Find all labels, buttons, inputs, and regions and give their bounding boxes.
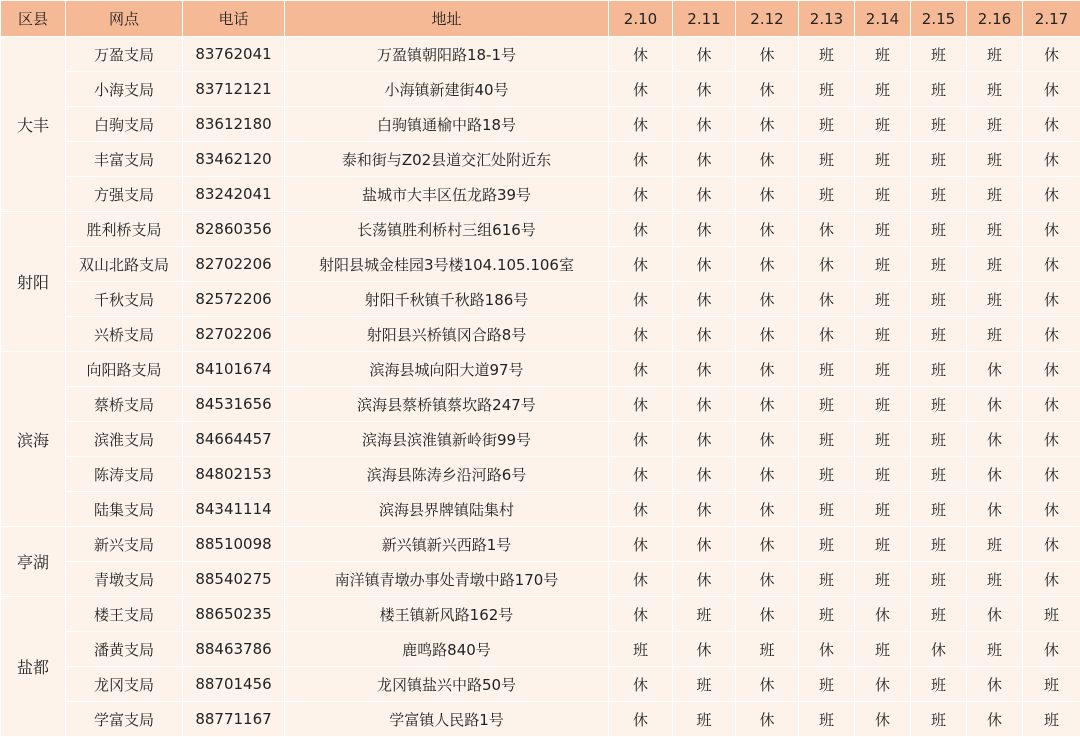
schedule-cell: 休 [736,387,799,422]
branch-cell: 蔡桥支局 [66,387,183,422]
schedule-cell: 休 [736,72,799,107]
schedule-cell: 班 [673,667,736,702]
schedule-cell: 班 [911,562,967,597]
district-cell: 大丰 [1,37,66,212]
header-date: 2.13 [799,1,855,37]
phone-cell: 84341114 [183,492,285,527]
schedule-cell: 休 [609,352,673,387]
schedule-cell: 班 [855,247,911,282]
schedule-cell: 休 [673,562,736,597]
schedule-cell: 班 [911,37,967,72]
schedule-cell: 班 [855,492,911,527]
schedule-cell: 班 [673,597,736,632]
address-cell: 滨海县滨淮镇新岭街99号 [285,422,609,457]
schedule-cell: 班 [855,527,911,562]
schedule-cell: 休 [967,667,1023,702]
schedule-cell: 休 [1023,142,1080,177]
schedule-cell: 班 [911,387,967,422]
table-row [1,177,1080,212]
table-row [1,562,1080,597]
schedule-cell: 班 [855,632,911,667]
schedule-cell: 班 [911,317,967,352]
header-date: 2.17 [1023,1,1080,37]
branch-cell: 双山北路支局 [66,247,183,282]
branch-cell: 向阳路支局 [66,352,183,387]
branch-cell: 方强支局 [66,177,183,212]
schedule-cell: 休 [736,37,799,72]
branch-cell: 丰富支局 [66,142,183,177]
phone-cell: 88701456 [183,667,285,702]
address-cell: 鹿鸣路840号 [285,632,609,667]
schedule-cell: 休 [609,282,673,317]
phone-cell: 88771167 [183,702,285,737]
phone-cell: 83462120 [183,142,285,177]
schedule-cell: 班 [967,632,1023,667]
schedule-cell: 休 [673,527,736,562]
schedule-cell: 班 [855,72,911,107]
schedule-cell: 休 [967,387,1023,422]
address-cell: 龙冈镇盐兴中路50号 [285,667,609,702]
table-row [1,107,1080,142]
schedule-cell: 休 [736,667,799,702]
schedule-cell: 休 [967,352,1023,387]
schedule-cell: 休 [1023,387,1080,422]
phone-cell: 82702206 [183,247,285,282]
schedule-cell: 班 [799,422,855,457]
schedule-cell: 休 [673,282,736,317]
schedule-cell: 休 [967,457,1023,492]
schedule-cell: 班 [1023,597,1080,632]
schedule-cell: 休 [609,387,673,422]
address-cell: 楼王镇新风路162号 [285,597,609,632]
schedule-cell: 休 [1023,247,1080,282]
schedule-cell: 班 [967,562,1023,597]
header-date: 2.10 [609,1,673,37]
schedule-cell: 班 [799,142,855,177]
schedule-cell: 班 [799,562,855,597]
schedule-cell: 休 [1023,282,1080,317]
schedule-cell: 休 [736,177,799,212]
branch-cell: 兴桥支局 [66,317,183,352]
schedule-cell: 休 [736,492,799,527]
schedule-cell: 班 [855,317,911,352]
schedule-cell: 休 [1023,527,1080,562]
header-phone: 电话 [183,1,285,37]
schedule-cell: 休 [799,317,855,352]
schedule-cell: 休 [609,457,673,492]
schedule-cell: 休 [609,72,673,107]
schedule-cell: 班 [799,177,855,212]
schedule-cell: 休 [736,142,799,177]
header-address: 地址 [285,1,609,37]
schedule-cell: 班 [855,37,911,72]
schedule-cell: 休 [609,247,673,282]
schedule-cell: 休 [736,702,799,737]
branch-cell: 白驹支局 [66,107,183,142]
schedule-cell: 休 [736,562,799,597]
address-cell: 滨海县陈涛乡沿河路6号 [285,457,609,492]
schedule-cell: 班 [967,37,1023,72]
schedule-cell: 班 [855,352,911,387]
address-cell: 学富镇人民路1号 [285,702,609,737]
schedule-cell: 班 [855,387,911,422]
schedule-cell: 休 [736,457,799,492]
schedule-cell: 休 [799,632,855,667]
schedule-cell: 休 [609,177,673,212]
schedule-cell: 班 [799,667,855,702]
branch-cell: 千秋支局 [66,282,183,317]
branch-cell: 陆集支局 [66,492,183,527]
schedule-cell: 休 [1023,562,1080,597]
table-row [1,457,1080,492]
table-row [1,632,1080,667]
phone-cell: 88540275 [183,562,285,597]
header-district: 区县 [1,1,66,37]
district-cell: 盐都 [1,597,66,737]
address-cell: 滨海县城向阳大道97号 [285,352,609,387]
address-cell: 滨海县界牌镇陆集村 [285,492,609,527]
schedule-cell: 休 [609,702,673,737]
phone-cell: 83762041 [183,37,285,72]
phone-cell: 88650235 [183,597,285,632]
phone-cell: 83612180 [183,107,285,142]
branch-cell: 万盈支局 [66,37,183,72]
schedule-cell: 休 [609,212,673,247]
schedule-cell: 班 [911,352,967,387]
address-cell: 新兴镇新兴西路1号 [285,527,609,562]
schedule-cell: 班 [911,527,967,562]
schedule-cell: 休 [609,142,673,177]
schedule-cell: 班 [967,107,1023,142]
table-row [1,422,1080,457]
schedule-cell: 班 [967,282,1023,317]
schedule-cell: 班 [911,667,967,702]
schedule-cell: 班 [799,457,855,492]
schedule-cell: 休 [673,457,736,492]
schedule-cell: 班 [799,72,855,107]
schedule-cell: 班 [967,212,1023,247]
schedule-cell: 班 [799,702,855,737]
schedule-cell: 休 [799,247,855,282]
schedule-cell: 休 [609,597,673,632]
header-date: 2.12 [736,1,799,37]
header-date: 2.16 [967,1,1023,37]
table-row [1,142,1080,177]
table-body [1,37,1080,737]
table-row [1,667,1080,702]
schedule-cell: 休 [1023,422,1080,457]
schedule-cell: 班 [911,247,967,282]
schedule-cell: 休 [967,597,1023,632]
phone-cell: 84802153 [183,457,285,492]
schedule-cell: 班 [967,142,1023,177]
schedule-cell: 班 [967,72,1023,107]
schedule-cell: 班 [911,702,967,737]
schedule-cell: 班 [673,702,736,737]
schedule-cell: 休 [609,107,673,142]
schedule-cell: 班 [855,177,911,212]
schedule-cell: 班 [1023,702,1080,737]
schedule-cell: 班 [967,247,1023,282]
district-cell: 亭湖 [1,527,66,597]
branch-cell: 滨淮支局 [66,422,183,457]
schedule-cell: 班 [911,212,967,247]
schedule-cell: 休 [673,492,736,527]
schedule-cell: 班 [736,632,799,667]
schedule-cell: 休 [911,632,967,667]
header-branch: 网点 [66,1,183,37]
table-row [1,492,1080,527]
schedule-cell: 班 [609,632,673,667]
schedule-cell: 休 [855,702,911,737]
schedule-cell: 休 [736,422,799,457]
table-row [1,597,1080,632]
schedule-cell: 班 [855,422,911,457]
branch-cell: 潘黄支局 [66,632,183,667]
table-row [1,387,1080,422]
schedule-cell: 班 [911,72,967,107]
schedule-cell: 休 [673,72,736,107]
header-date: 2.15 [911,1,967,37]
schedule-cell: 休 [1023,317,1080,352]
schedule-cell: 休 [609,37,673,72]
schedule-cell: 休 [967,702,1023,737]
branch-cell: 陈涛支局 [66,457,183,492]
schedule-cell: 班 [855,107,911,142]
branch-cell: 新兴支局 [66,527,183,562]
schedule-cell: 班 [911,457,967,492]
schedule-cell: 休 [1023,177,1080,212]
schedule-cell: 班 [911,282,967,317]
header-row [1,1,1080,37]
phone-cell: 82572206 [183,282,285,317]
table-row [1,527,1080,562]
schedule-cell: 休 [673,422,736,457]
schedule-cell: 休 [736,107,799,142]
schedule-cell: 休 [736,247,799,282]
phone-cell: 82860356 [183,212,285,247]
schedule-cell: 休 [673,247,736,282]
schedule-cell: 休 [673,177,736,212]
schedule-cell: 休 [673,212,736,247]
schedule-cell: 休 [1023,632,1080,667]
schedule-cell: 班 [799,527,855,562]
phone-cell: 88463786 [183,632,285,667]
branch-cell: 楼王支局 [66,597,183,632]
district-cell: 射阳 [1,212,66,352]
schedule-cell: 班 [967,317,1023,352]
district-cell: 滨海 [1,352,66,527]
address-cell: 盐城市大丰区伍龙路39号 [285,177,609,212]
schedule-cell: 休 [1023,107,1080,142]
schedule-cell: 休 [609,317,673,352]
schedule-cell: 休 [1023,72,1080,107]
schedule-cell: 班 [799,352,855,387]
phone-cell: 84531656 [183,387,285,422]
address-cell: 白驹镇通榆中路18号 [285,107,609,142]
phone-cell: 83242041 [183,177,285,212]
schedule-cell: 休 [1023,492,1080,527]
address-cell: 射阳县兴桥镇冈合路8号 [285,317,609,352]
schedule-cell: 班 [911,177,967,212]
table-row [1,702,1080,737]
branch-cell: 胜利桥支局 [66,212,183,247]
schedule-cell: 班 [855,212,911,247]
schedule-cell: 休 [1023,37,1080,72]
schedule-cell: 班 [799,492,855,527]
phone-cell: 82702206 [183,317,285,352]
schedule-cell: 休 [967,492,1023,527]
schedule-cell: 休 [673,632,736,667]
schedule-cell: 班 [911,142,967,177]
address-cell: 射阳县城金桂园3号楼104.105.106室 [285,247,609,282]
address-cell: 射阳千秋镇千秋路186号 [285,282,609,317]
branch-cell: 学富支局 [66,702,183,737]
schedule-cell: 班 [911,107,967,142]
schedule-cell: 休 [855,667,911,702]
table-row [1,72,1080,107]
schedule-cell: 班 [855,142,911,177]
phone-cell: 83712121 [183,72,285,107]
schedule-cell: 休 [673,142,736,177]
phone-cell: 84101674 [183,352,285,387]
schedule-cell: 休 [799,282,855,317]
schedule-cell: 休 [1023,457,1080,492]
schedule-cell: 班 [855,282,911,317]
schedule-cell: 休 [609,667,673,702]
table-row [1,37,1080,72]
schedule-cell: 休 [736,352,799,387]
table-row [1,212,1080,247]
schedule-cell: 休 [1023,352,1080,387]
schedule-cell: 休 [736,212,799,247]
schedule-cell: 休 [609,527,673,562]
schedule-cell: 休 [799,212,855,247]
address-cell: 万盈镇朝阳路18-1号 [285,37,609,72]
schedule-cell: 班 [911,492,967,527]
table-row [1,352,1080,387]
branch-cell: 小海支局 [66,72,183,107]
schedule-cell: 班 [967,177,1023,212]
schedule-cell: 班 [1023,667,1080,702]
header-date: 2.11 [673,1,736,37]
phone-cell: 84664457 [183,422,285,457]
schedule-cell: 休 [609,422,673,457]
schedule-cell: 休 [736,317,799,352]
address-cell: 泰和街与Z02县道交汇处附近东 [285,142,609,177]
schedule-cell: 休 [736,597,799,632]
address-cell: 长荡镇胜利桥村三组616号 [285,212,609,247]
branch-cell: 龙冈支局 [66,667,183,702]
address-cell: 南洋镇青墩办事处青墩中路170号 [285,562,609,597]
address-cell: 滨海县蔡桥镇蔡坎路247号 [285,387,609,422]
phone-cell: 88510098 [183,527,285,562]
schedule-cell: 班 [799,37,855,72]
schedule-cell: 休 [673,107,736,142]
schedule-cell: 班 [967,527,1023,562]
schedule-cell: 班 [799,107,855,142]
schedule-cell: 休 [855,597,911,632]
schedule-cell: 休 [673,352,736,387]
schedule-cell: 休 [609,492,673,527]
schedule-cell: 班 [911,422,967,457]
table-row [1,247,1080,282]
schedule-cell: 休 [673,37,736,72]
table-row [1,282,1080,317]
schedule-cell: 班 [911,597,967,632]
schedule-cell: 班 [799,597,855,632]
table-row [1,317,1080,352]
schedule-cell: 休 [609,562,673,597]
schedule-cell: 休 [967,422,1023,457]
schedule-cell: 班 [855,562,911,597]
header-date: 2.14 [855,1,911,37]
schedule-cell: 休 [1023,212,1080,247]
schedule-cell: 班 [799,387,855,422]
branch-cell: 青墩支局 [66,562,183,597]
schedule-cell: 休 [673,387,736,422]
schedule-cell: 休 [673,317,736,352]
schedule-cell: 休 [736,282,799,317]
schedule-cell: 班 [855,457,911,492]
schedule-cell: 休 [736,527,799,562]
address-cell: 小海镇新建街40号 [285,72,609,107]
